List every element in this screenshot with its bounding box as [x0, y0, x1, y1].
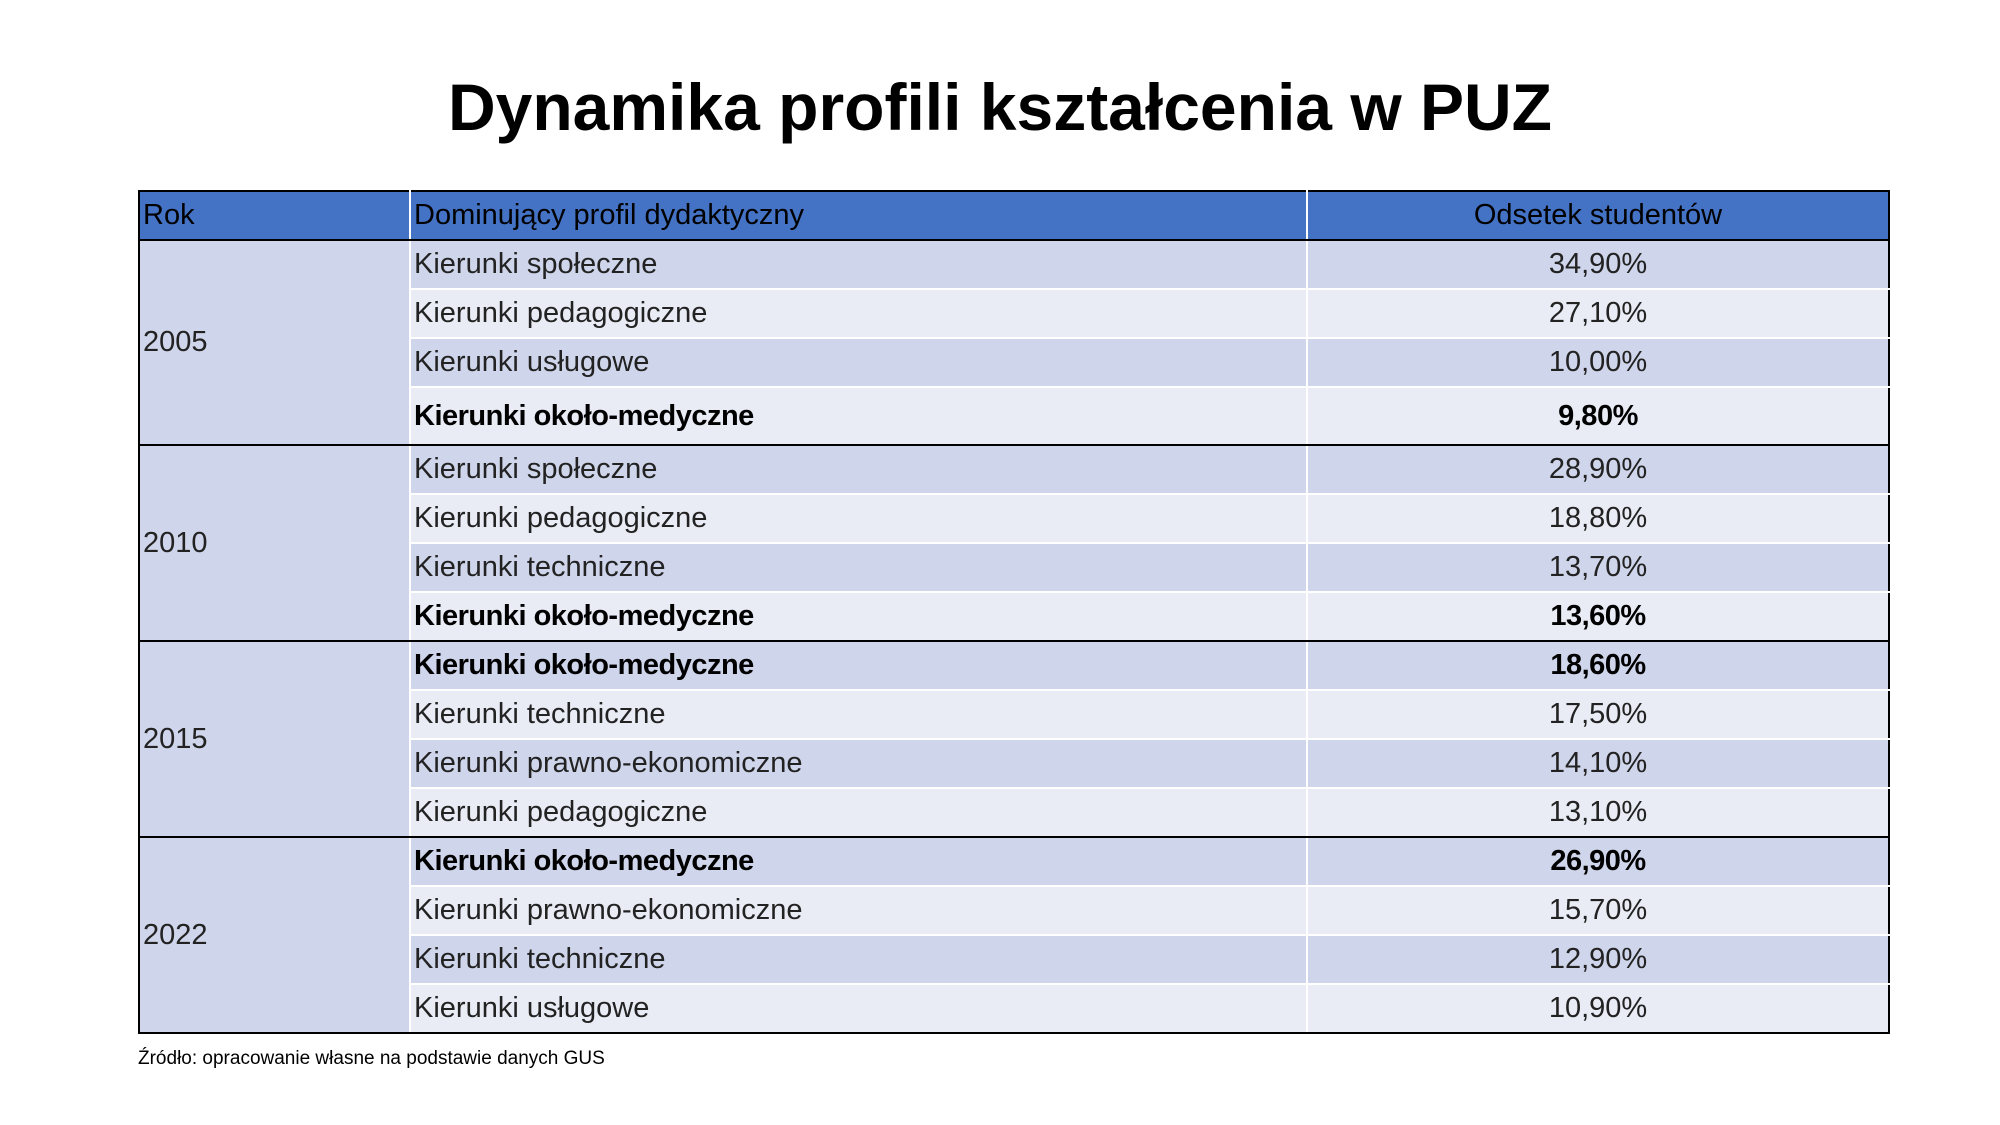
header-year: Rok [139, 191, 410, 240]
percent-cell: 26,90% [1307, 837, 1889, 886]
profile-cell: Kierunki techniczne [410, 935, 1307, 984]
profile-cell: Kierunki prawno-ekonomiczne [410, 886, 1307, 935]
percent-cell: 27,10% [1307, 289, 1889, 338]
profile-cell: Kierunki techniczne [410, 690, 1307, 739]
year-cell: 2005 [139, 240, 410, 445]
profile-cell: Kierunki społeczne [410, 240, 1307, 289]
header-profile: Dominujący profil dydaktyczny [410, 191, 1307, 240]
profile-cell: Kierunki usługowe [410, 984, 1307, 1033]
profile-cell: Kierunki około-medyczne [410, 387, 1307, 445]
percent-cell: 10,00% [1307, 338, 1889, 387]
profile-cell: Kierunki około-medyczne [410, 837, 1307, 886]
source-note: Źródło: opracowanie własne na podstawie danych GUS [138, 1048, 605, 1069]
percent-cell: 14,10% [1307, 739, 1889, 788]
percent-cell: 18,60% [1307, 641, 1889, 690]
profile-cell: Kierunki około-medyczne [410, 641, 1307, 690]
year-cell: 2022 [139, 837, 410, 1033]
percent-cell: 13,70% [1307, 543, 1889, 592]
percent-cell: 15,70% [1307, 886, 1889, 935]
percent-cell: 28,90% [1307, 445, 1889, 494]
percent-cell: 13,60% [1307, 592, 1889, 641]
percent-cell: 13,10% [1307, 788, 1889, 837]
percent-cell: 18,80% [1307, 494, 1889, 543]
percent-cell: 34,90% [1307, 240, 1889, 289]
table-header-row [139, 191, 1889, 240]
slide-title: Dynamika profili kształcenia w PUZ [447, 70, 1553, 144]
profile-table [138, 190, 1890, 1034]
percent-cell: 10,90% [1307, 984, 1889, 1033]
year-cell: 2010 [139, 445, 410, 641]
profile-cell: Kierunki około-medyczne [410, 592, 1307, 641]
profile-cell: Kierunki usługowe [410, 338, 1307, 387]
percent-cell: 12,90% [1307, 935, 1889, 984]
percent-cell: 9,80% [1307, 387, 1889, 445]
profile-cell: Kierunki pedagogiczne [410, 289, 1307, 338]
table-body [139, 240, 1889, 1033]
profile-cell: Kierunki pedagogiczne [410, 788, 1307, 837]
table-row [139, 240, 1889, 289]
profile-cell: Kierunki pedagogiczne [410, 494, 1307, 543]
profile-cell: Kierunki techniczne [410, 543, 1307, 592]
table-row [139, 445, 1889, 494]
percent-cell: 17,50% [1307, 690, 1889, 739]
header-percent: Odsetek studentów [1307, 191, 1889, 240]
table-row [139, 641, 1889, 690]
profile-cell: Kierunki prawno-ekonomiczne [410, 739, 1307, 788]
profile-cell: Kierunki społeczne [410, 445, 1307, 494]
year-cell: 2015 [139, 641, 410, 837]
table-row [139, 837, 1889, 886]
